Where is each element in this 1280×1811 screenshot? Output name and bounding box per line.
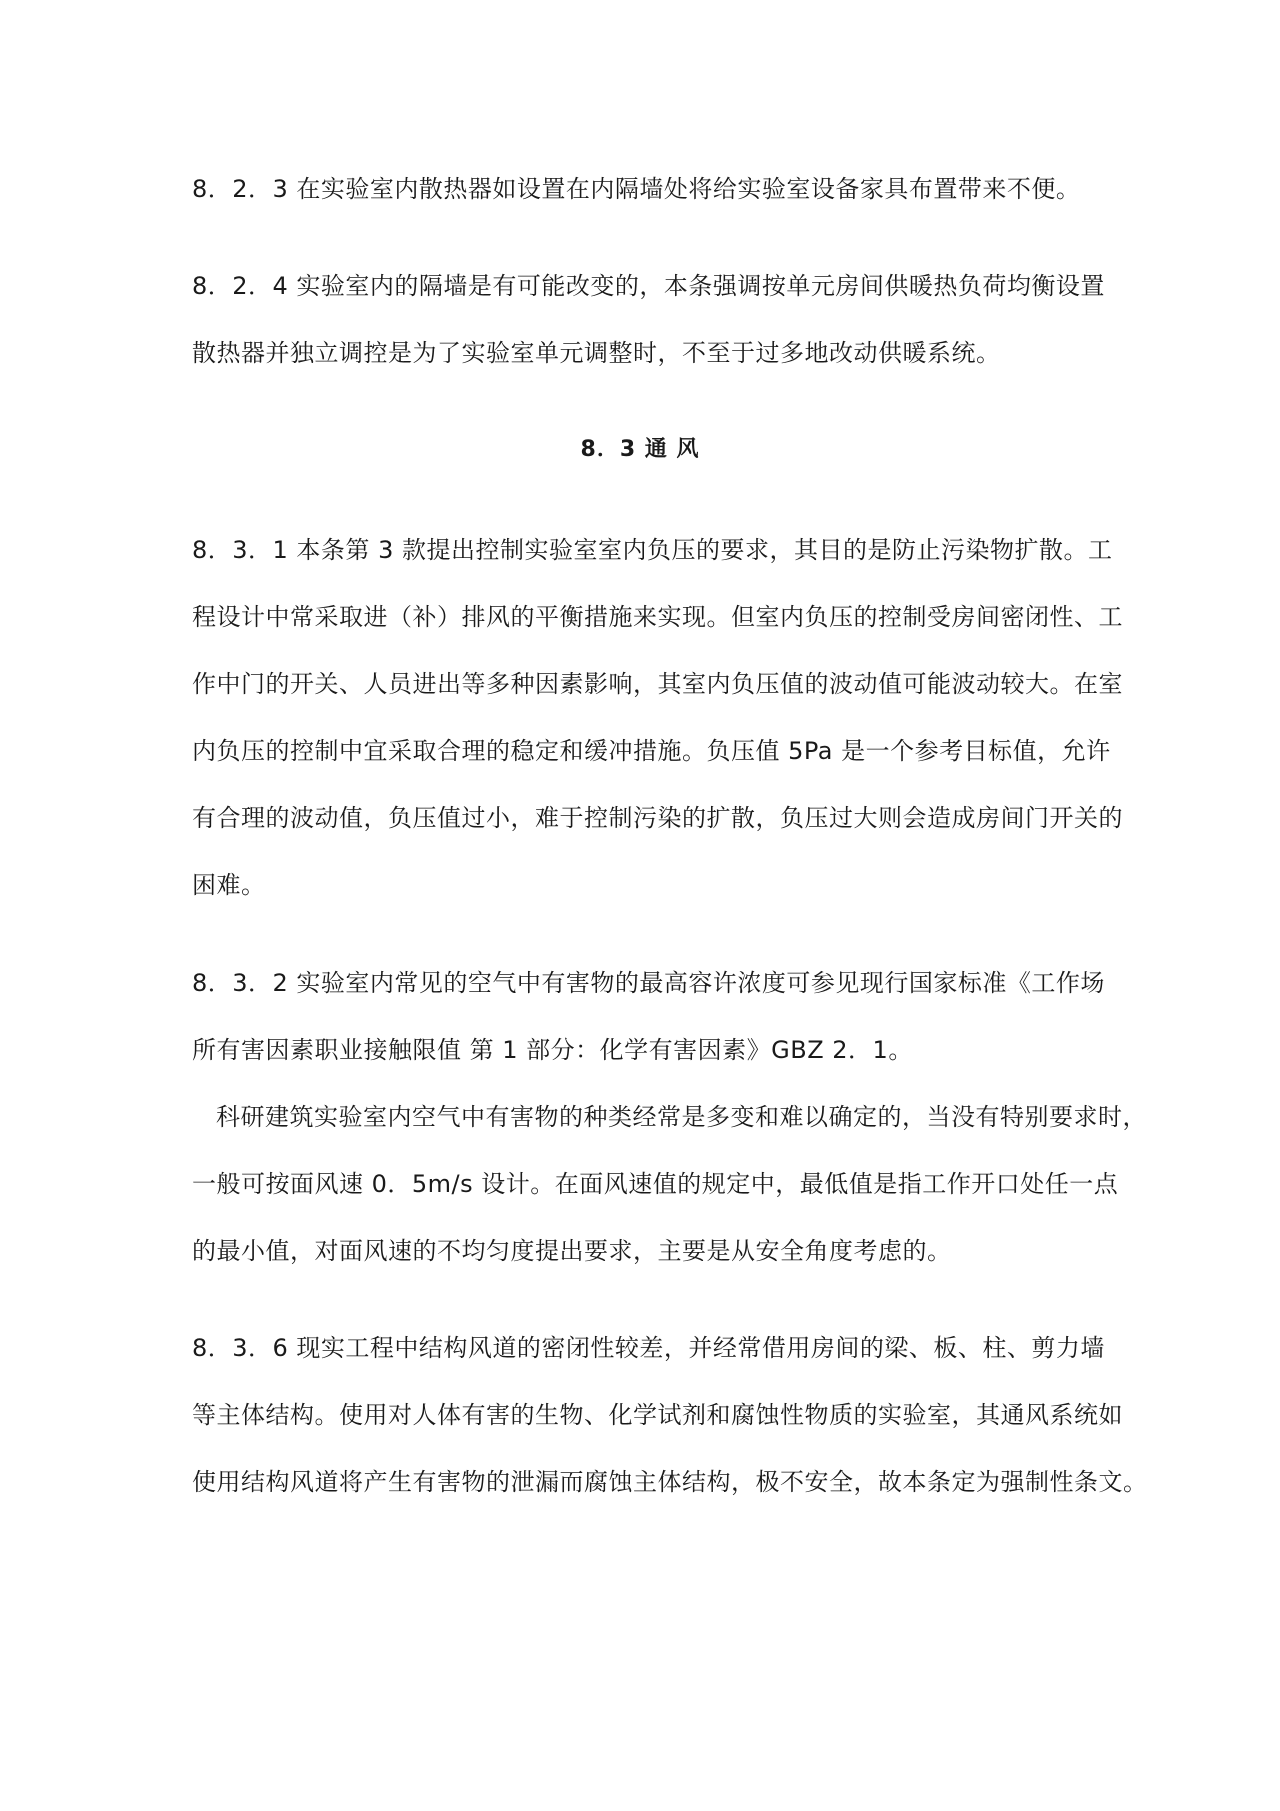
clause-8-3-2-line-2: 所有害因素职业接触限值 第 1 部分：化学有害因素》GBZ 2．1。 bbox=[192, 1036, 913, 1064]
clause-8-2-4-line-2: 散热器并独立调控是为了实验室单元调整时，不至于过多地改动供暖系统。 bbox=[192, 339, 1001, 367]
clause-8-3-6-line-1: 8．3．6 现实工程中结构风道的密闭性较差，并经常借用房间的梁、板、柱、剪力墙 bbox=[192, 1334, 1105, 1362]
clause-8-3-1-line-3: 作中门的开关、人员进出等多种因素影响，其室内负压值的波动值可能波动较大。在室 bbox=[192, 670, 1123, 698]
clause-8-3-2-line-1: 8．3．2 实验室内常见的空气中有害物的最高容许浓度可参见现行国家标准《工作场 bbox=[192, 969, 1105, 997]
clause-8-3-1-line-4: 内负压的控制中宜采取合理的稳定和缓冲措施。负压值 5Pa 是一个参考目标值，允许 bbox=[192, 737, 1111, 765]
clause-8-3-2-line-3: 科研建筑实验室内空气中有害物的种类经常是多变和难以确定的，当没有特别要求时， bbox=[216, 1103, 1147, 1131]
clause-8-3-1-line-5: 有合理的波动值，负压值过小，难于控制污染的扩散，负压过大则会造成房间门开关的 bbox=[192, 804, 1123, 832]
clause-8-3-2-line-4: 一般可按面风速 0．5m/s 设计。在面风速值的规定中，最低值是指工作开口处任一点 bbox=[192, 1170, 1119, 1198]
clause-8-3-6-line-3: 使用结构风道将产生有害物的泄漏而腐蚀主体结构，极不安全，故本条定为强制性条文。 bbox=[192, 1468, 1148, 1496]
clause-8-3-2-line-5: 的最小值，对面风速的不均匀度提出要求，主要是从安全角度考虑的。 bbox=[192, 1237, 952, 1265]
clause-8-2-3-line-1: 8．2．3 在实验室内散热器如设置在内隔墙处将给实验室设备家具布置带来不便。 bbox=[192, 175, 1081, 203]
clause-8-2-4-line-1: 8．2．4 实验室内的隔墙是有可能改变的，本条强调按单元房间供暖热负荷均衡设置 bbox=[192, 272, 1105, 300]
clause-8-3-6-line-2: 等主体结构。使用对人体有害的生物、化学试剂和腐蚀性物质的实验室，其通风系统如 bbox=[192, 1401, 1123, 1429]
clause-8-3-1-line-6: 困难。 bbox=[192, 871, 266, 899]
clause-8-3-1-line-2: 程设计中常采取进（补）排风的平衡措施来实现。但室内负压的控制受房间密闭性、工 bbox=[192, 603, 1123, 631]
section-heading-8-3: 8．3 通 风 bbox=[580, 437, 700, 462]
clause-8-3-1-line-1: 8．3．1 本条第 3 款提出控制实验室室内负压的要求，其目的是防止污染物扩散。工 bbox=[192, 536, 1113, 564]
